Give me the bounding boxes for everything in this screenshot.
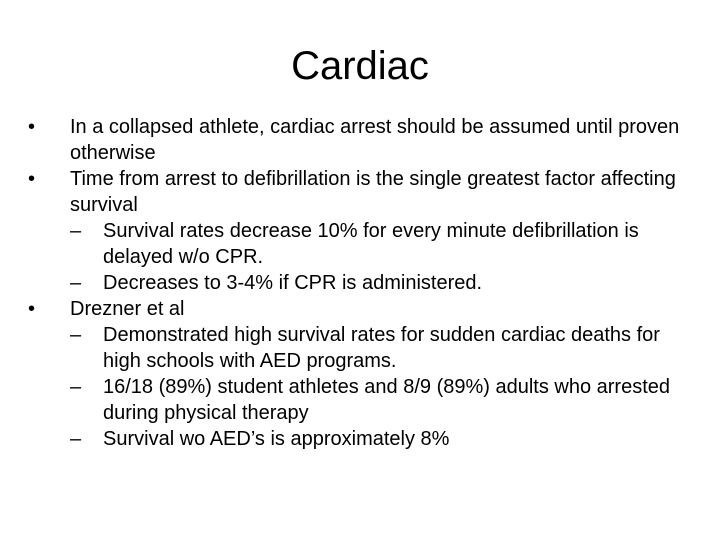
sub-bullet-marker: – [70, 272, 82, 294]
slide-title: Cardiac [291, 44, 429, 88]
sub-bullet-item [28, 322, 698, 374]
bullet-text: In a collapsed athlete, cardiac arrest should be assumed until proven otherwise [70, 116, 680, 164]
bullet-marker: • [28, 168, 36, 190]
bullet-text: Time from arrest to defibrillation is the single greatest factor affecting survival [70, 168, 676, 216]
sub-bullet-marker: – [70, 220, 82, 242]
sub-bullet-marker: – [70, 324, 82, 346]
sub-bullet-item [28, 426, 698, 452]
sub-bullet-item [28, 270, 698, 296]
sub-bullet-marker: – [70, 428, 82, 450]
sub-bullet-marker: – [70, 376, 82, 398]
sub-bullet-item [28, 374, 698, 426]
bullet-marker: • [28, 116, 36, 138]
bullet-marker: • [28, 298, 36, 320]
bullet-list [28, 114, 698, 452]
sub-bullet-text: Survival rates decrease 10% for every minute defibrillation is delayed w/o CPR. [103, 220, 639, 268]
bullet-item [28, 166, 698, 218]
sub-bullet-item [28, 218, 698, 270]
bullet-item [28, 296, 698, 322]
sub-bullet-text: 16/18 (89%) student athletes and 8/9 (89%) adults who arrested during physical therapy [103, 376, 671, 424]
bullet-text: Drezner et al [70, 298, 185, 320]
sub-bullet-text: Survival wo AED’s is approximately 8% [103, 428, 450, 450]
bullet-item [28, 114, 698, 166]
sub-bullet-text: Demonstrated high survival rates for sudden cardiac deaths for high schools with AED programs. [103, 324, 660, 372]
sub-bullet-text: Decreases to 3-4% if CPR is administered. [103, 272, 483, 294]
